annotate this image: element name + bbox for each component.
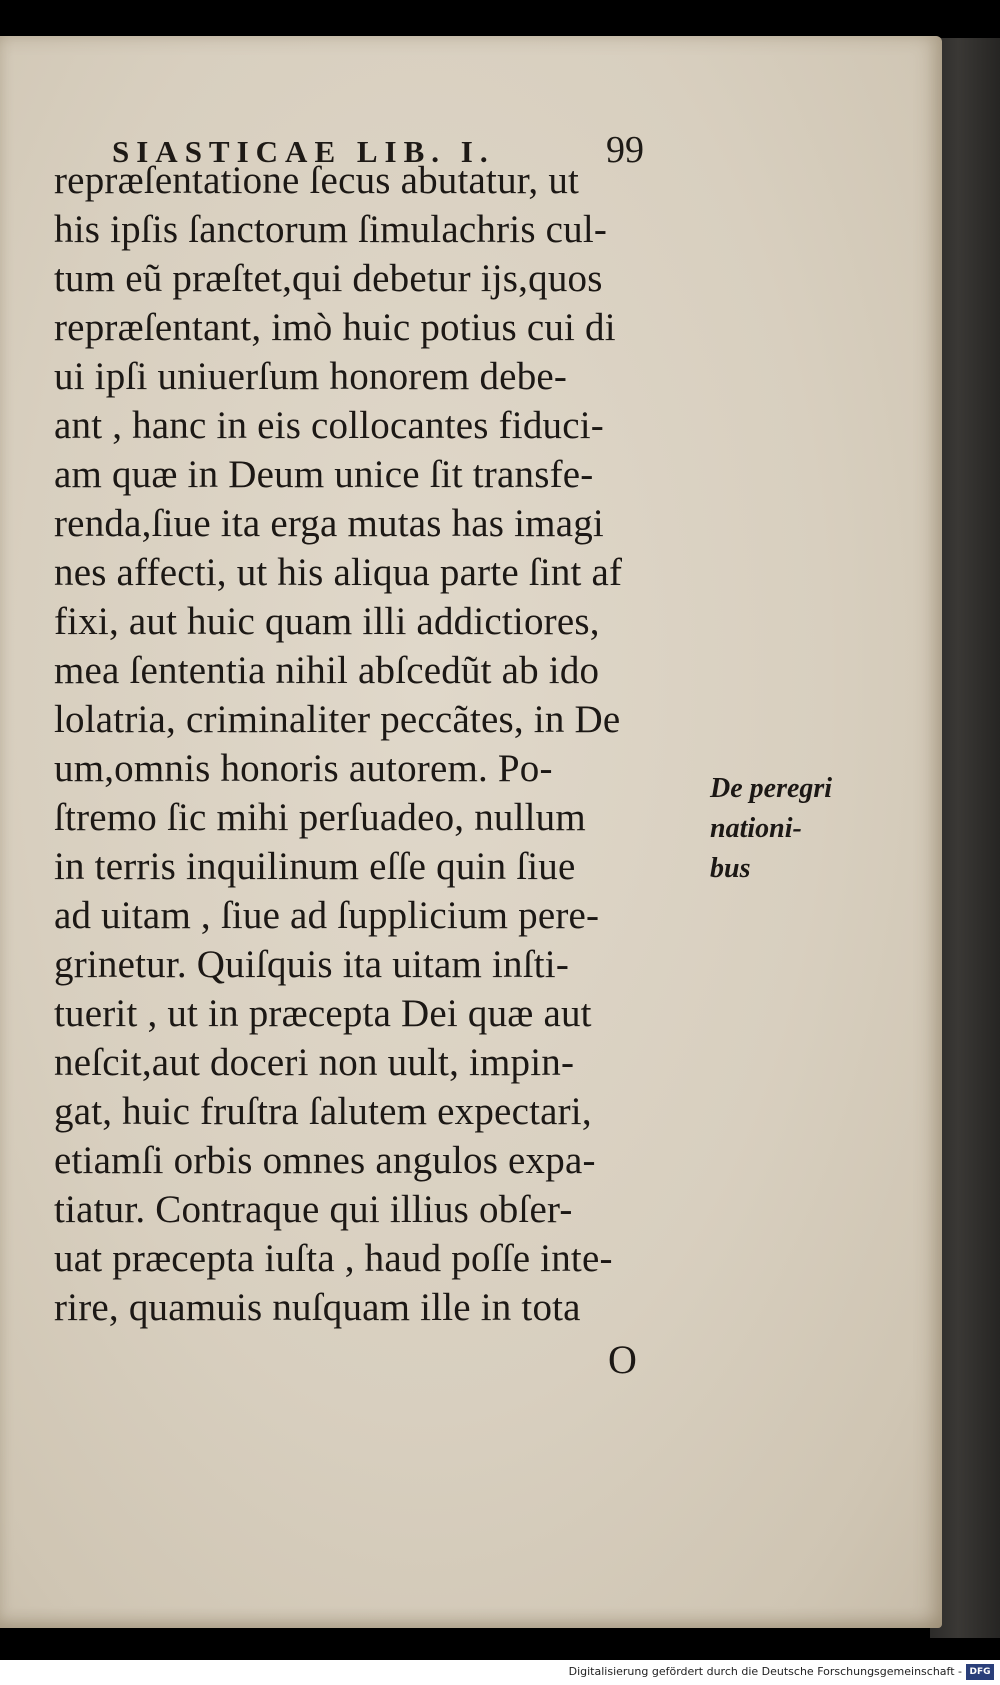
funding-credit: Digitalisierung gefördert durch die Deutsche Forschungsgemeinschaft -: [568, 1665, 962, 1678]
margin-note-line: bus: [710, 853, 751, 884]
text-line: ui ipſi uniuerſum honorem debe-: [54, 355, 568, 398]
catchword: O: [608, 1337, 637, 1382]
text-line: in terris inquilinum eſſe quin ſiue: [54, 845, 576, 888]
text-line: his ipſis ſanctorum ſimulachris cul-: [54, 208, 608, 251]
text-line: renda,ſiue ita erga mutas has imagi: [54, 502, 604, 545]
text-line: grinetur. Quiſquis ita uitam inſti-: [54, 943, 570, 986]
text-line: tum eũ præſtet,qui debetur ijs,quos: [54, 257, 603, 300]
text-line: neſcit,aut doceri non uult, impin-: [54, 1041, 575, 1084]
text-line: am quæ in Deum unice ſit transfe-: [54, 453, 594, 496]
dfg-logo: DFG: [966, 1664, 994, 1680]
body-text: [54, 156, 694, 1332]
footer-bar: [0, 1660, 1000, 1685]
text-line: repræſentatione ſecus abutatur, ut: [54, 159, 580, 202]
text-line: repræſentant, imò huic potius cui di: [54, 306, 616, 349]
text-line: tuerit , ut in præcepta Dei quæ aut: [54, 992, 592, 1035]
page-number: 99: [606, 129, 644, 171]
running-head: SIASTICAE LIB. I.: [112, 134, 495, 169]
text-line: gat, huic fruſtra ſalutem expectari,: [54, 1090, 592, 1133]
text-line: uat præcepta iuſta , haud poſſe inte-: [54, 1237, 613, 1280]
text-line: fixi, aut huic quam illi addictiores,: [54, 600, 600, 643]
text-line: ad uitam , ſiue ad ſupplicium pere-: [54, 894, 600, 937]
text-line: mea ſententia nihil abſcedũt ab ido: [54, 649, 600, 692]
text-line: etiamſi orbis omnes angulos expa-: [54, 1139, 596, 1182]
margin-note: [710, 769, 860, 889]
text-line: nes affecti, ut his aliqua parte ſint af: [54, 551, 623, 594]
text-line: um,omnis honoris autorem. Po-: [54, 747, 553, 790]
text-line: ant , hanc in eis collocantes fiduci-: [54, 404, 604, 447]
margin-note-line: nationi-: [710, 813, 802, 844]
text-line: ſtremo ſic mihi perſuadeo, nullum: [54, 796, 586, 839]
margin-note-line: De peregri: [710, 773, 833, 804]
text-line: lolatria, criminaliter peccãtes, in De: [54, 698, 621, 741]
book-page: [0, 36, 942, 1628]
text-line: tiatur. Contraque qui illius obſer-: [54, 1188, 573, 1231]
text-line: rire, quamuis nuſquam ille in tota: [54, 1286, 581, 1329]
